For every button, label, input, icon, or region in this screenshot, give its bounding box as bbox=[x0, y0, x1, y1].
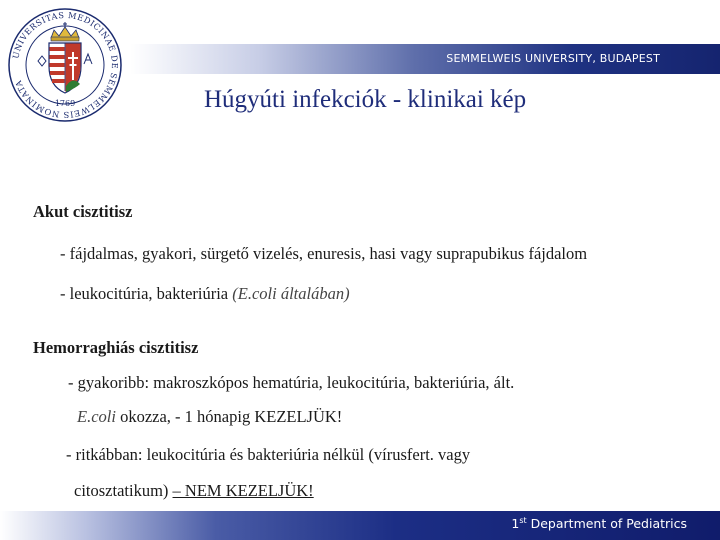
hemorrhagic-line-2-plain: okozza, - 1 hónapig KEZELJÜK! bbox=[115, 407, 343, 426]
dept-name: Department of Pediatrics bbox=[526, 516, 687, 531]
hemorrhagic-line-4-underline: – NEM KEZELJÜK! bbox=[172, 481, 314, 500]
university-name: SEMMELWEIS UNIVERSITY, BUDAPEST bbox=[446, 52, 660, 65]
hemorrhagic-line-3: - ritkábban: leukocitúria és bakteriúria nélkül (vírusfert. vagy bbox=[66, 445, 471, 464]
hemorrhagic-line-4 bbox=[74, 481, 314, 501]
hemorrhagic-cystitis-heading: Hemorraghiás cisztitisz bbox=[33, 338, 199, 357]
seal-year: 1769 bbox=[54, 99, 76, 108]
seal-text: UNIVERSITAS MEDICINAE DE SEMMELWEIS NOMINATA bbox=[10, 9, 121, 121]
hemorrhagic-line-1: - gyakoribb: makroszkópos hematúria, leukocitúria, bakteriúria, ált. bbox=[68, 373, 515, 392]
university-seal-icon bbox=[6, 6, 124, 124]
acute-line-1: - fájdalmas, gyakori, sürgető vizelés, enuresis, hasi vagy suprapubikus fájdalom bbox=[60, 244, 588, 263]
slide-title: Húgyúti infekciók - klinikai kép bbox=[204, 86, 527, 113]
acute-line-2 bbox=[60, 284, 350, 304]
hemorrhagic-line-2-italic: E.coli bbox=[77, 407, 116, 426]
hemorrhagic-line-4-plain: citosztatikum) bbox=[74, 481, 173, 500]
acute-line-2-italic: (E.coli általában) bbox=[232, 284, 350, 303]
hemorrhagic-line-2 bbox=[77, 407, 342, 427]
dept-number: 1 bbox=[511, 516, 520, 531]
acute-line-2-plain: - leukocitúria, bakteriúria bbox=[60, 284, 233, 303]
dept-suffix: st bbox=[519, 515, 527, 525]
acute-cystitis-heading: Akut cisztitisz bbox=[33, 202, 133, 221]
department-label bbox=[511, 516, 687, 531]
